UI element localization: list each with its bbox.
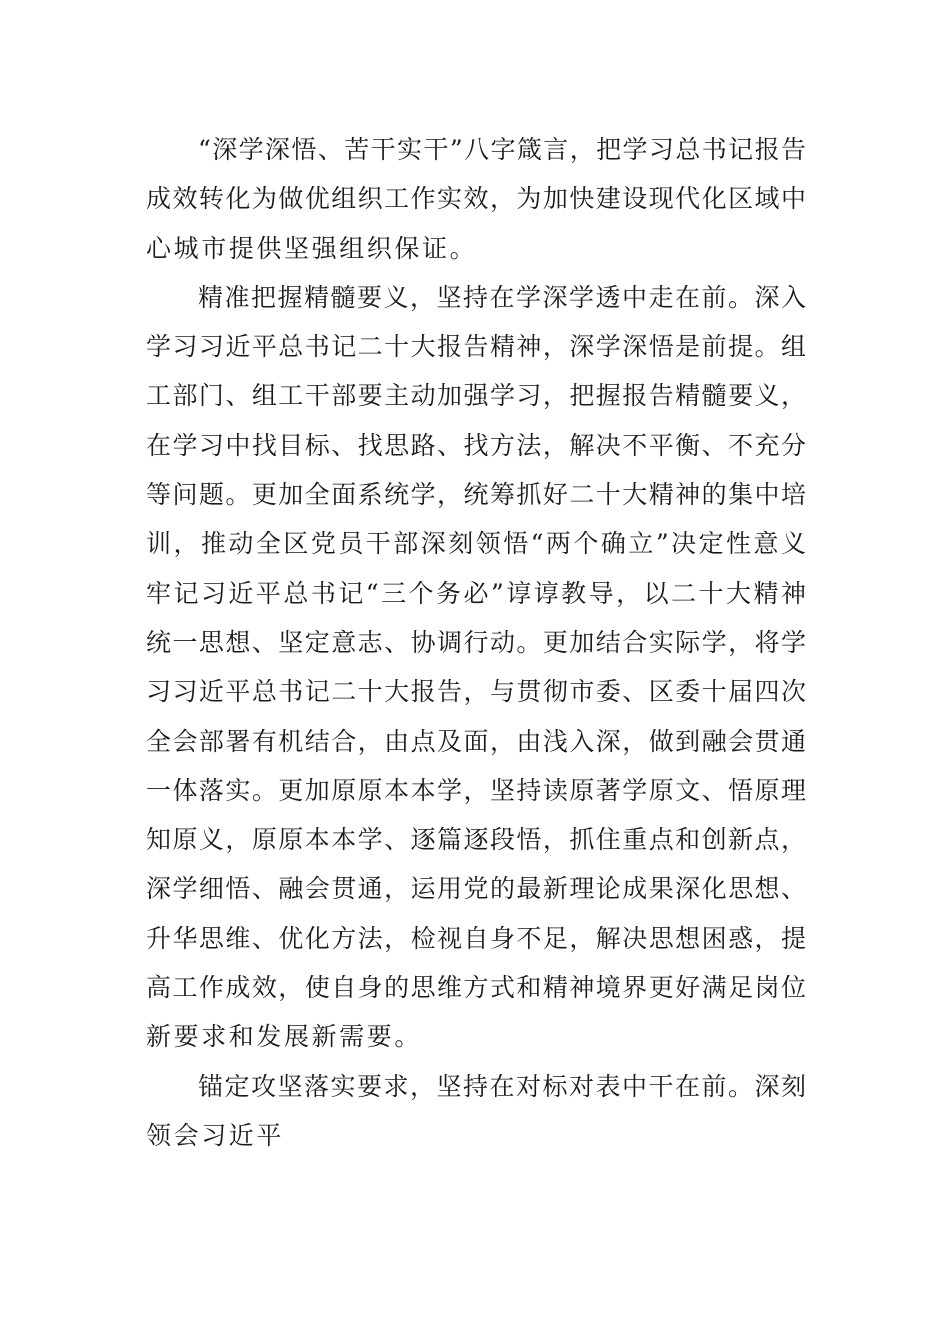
text-line: 等问题。更加全面系统学，统筹抓好二十大精神的集中培 bbox=[146, 480, 806, 510]
text-line: 锚定攻坚落实要求，坚持在对标对表中干在前。深刻 bbox=[198, 1071, 806, 1101]
document-body bbox=[146, 125, 806, 1160]
text-line: 训，推动全区党员干部深刻领悟“两个确立”决定性意义 bbox=[146, 529, 806, 559]
text-line: 精准把握精髓要义，坚持在学深学透中走在前。深入 bbox=[198, 282, 806, 312]
text-line: “深学深悟、苦干实干”八字箴言，把学习总书记报告 bbox=[198, 135, 806, 164]
text-line: 深学细悟、融会贯通，运用党的最新理论成果深化思想、 bbox=[146, 874, 806, 904]
text-line: 高工作成效，使自身的思维方式和精神境界更好满足岗位 bbox=[146, 973, 806, 1003]
text-line: 工部门、组工干部要主动加强学习，把握报告精髓要义， bbox=[146, 381, 806, 411]
text-line: 统一思想、坚定意志、协调行动。更加结合实际学，将学 bbox=[146, 627, 806, 657]
text-line: 全会部署有机结合，由点及面，由浅入深，做到融会贯通 bbox=[146, 726, 806, 756]
text-line: 升华思维、优化方法，检视自身不足，解决思想困惑，提 bbox=[146, 923, 806, 953]
text-line: 习习近平总书记二十大报告，与贯彻市委、区委十届四次 bbox=[146, 677, 806, 707]
text-line: 新要求和发展新需要。 bbox=[146, 1022, 423, 1052]
text-line: 成效转化为做优组织工作实效，为加快建设现代化区域中 bbox=[146, 184, 806, 214]
text-line: 领会习近平 bbox=[146, 1120, 285, 1150]
text-line: 牢记习近平总书记“三个务必”谆谆教导，以二十大精神 bbox=[146, 578, 806, 608]
text-line: 学习习近平总书记二十大报告精神，深学深悟是前提。组 bbox=[146, 332, 806, 362]
text-line: 知原义，原原本本学、逐篇逐段悟，抓住重点和创新点， bbox=[146, 825, 806, 855]
text-line: 在学习中找目标、找思路、找方法，解决不平衡、不充分 bbox=[146, 430, 806, 460]
text-line: 心城市提供坚强组织保证。 bbox=[146, 233, 478, 263]
text-line: 一体落实。更加原原本本学，坚持读原著学原文、悟原理 bbox=[146, 775, 806, 805]
